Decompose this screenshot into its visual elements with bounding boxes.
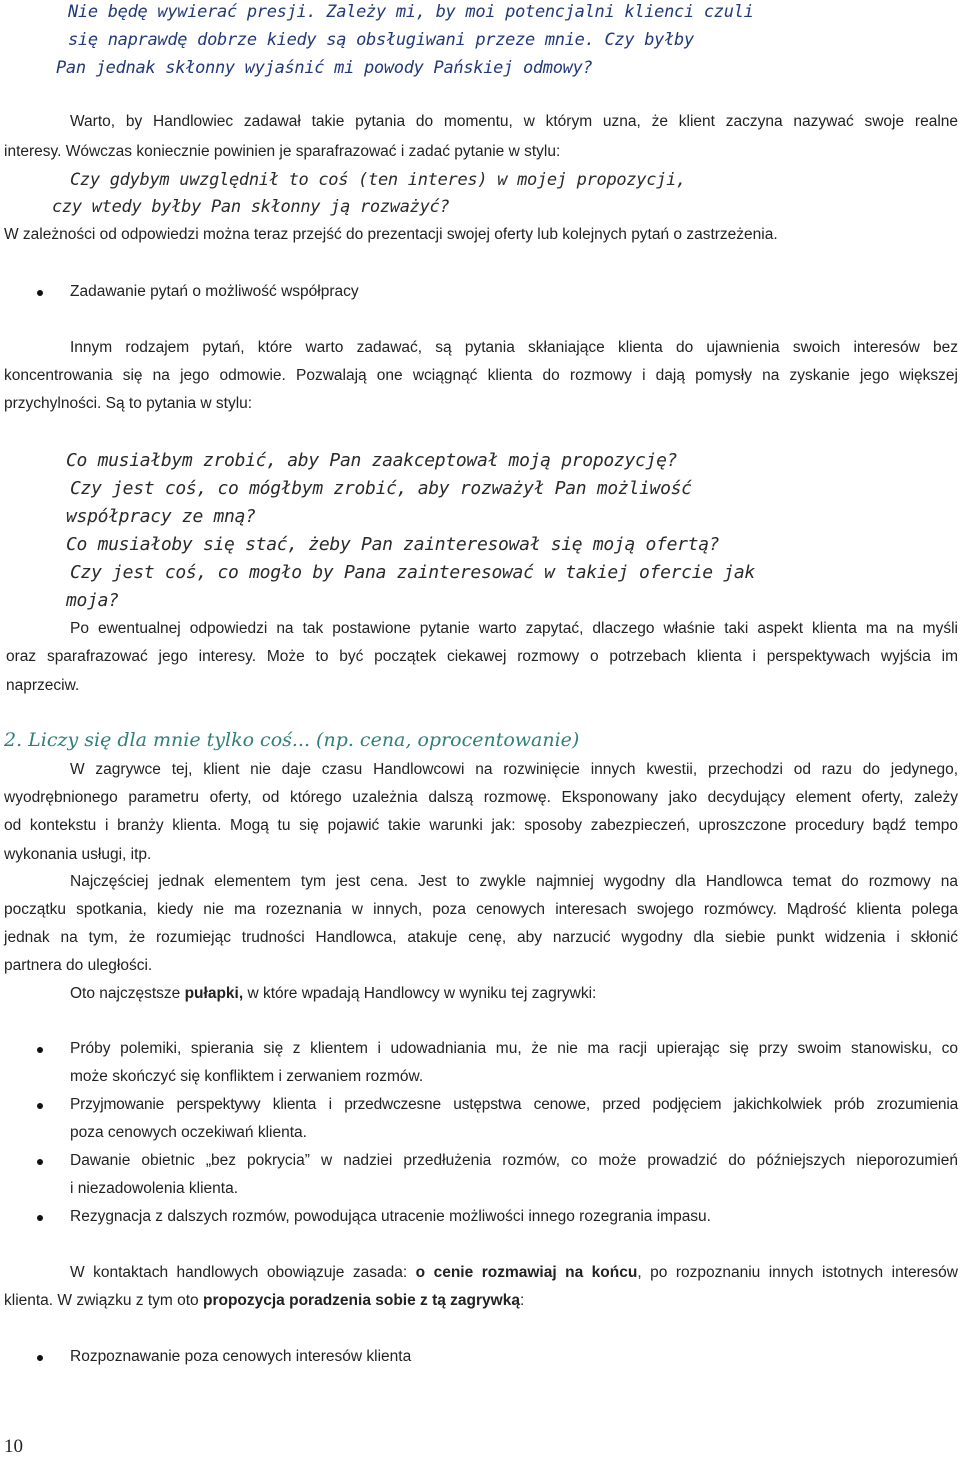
paragraph-line: Innym rodzajem pytań, które warto zadawać, są pytania skłaniające klienta do ujawnienia swoich interesów bez <box>70 339 958 356</box>
paragraph-line: partnera do uległości. <box>4 957 153 974</box>
bullet-icon <box>37 1159 43 1165</box>
quote-line: Pan jednak skłonny wyjaśnić mi powody Pańskiej odmowy? <box>56 58 593 78</box>
text-run: , po rozpoznaniu innych istotnych interesów <box>637 1264 958 1281</box>
bullet-item-label: Rozpoznawanie poza cenowych interesów klienta <box>70 1348 412 1365</box>
bullet-icon <box>37 1355 43 1361</box>
paragraph-line: oraz sparafrazować jego interesy. Może to być początek ciekawej rozmowy o potrzebach klienta i perspektywach wyjścia im <box>6 648 958 665</box>
list-item-line: i niezadowolenia klienta. <box>70 1180 239 1197</box>
paragraph-line <box>4 1292 524 1310</box>
bullet-item-label: Zadawanie pytań o możliwość współpracy <box>70 283 359 300</box>
list-item-line: Przyjmowanie perspektywy klienta i przedwczesne ustępstwa cenowe, przed podjęciem jakichkolwiek prób zrozumienia <box>70 1096 958 1113</box>
paragraph-line: W zależności od odpowiedzi można teraz przejść do prezentacji swojej oferty lub kolejnych pytań o zastrzeżenia. <box>4 226 778 243</box>
paragraph-line: naprzeciw. <box>6 677 80 694</box>
bold-text: o cenie rozmawiaj na końcu <box>415 1264 638 1281</box>
quote-line: Co musiałbym zrobić, aby Pan zaakceptował moją propozycję? <box>66 450 678 471</box>
quote-line: Czy jest coś, co mogło by Pana zainteresować w takiej ofercie jak <box>70 562 755 583</box>
paragraph-line: Po ewentualnej odpowiedzi na tak postawione pytanie warto zapytać, dlaczego właśnie taki aspekt klienta ma na myśli <box>70 620 958 637</box>
paragraph-line: koncentrowania się na jego odmowie. Pozwalają one wciągnąć klienta do rozmowy i dają pomysły na zyskanie jego większej <box>4 367 958 384</box>
page-number: 10 <box>4 1436 23 1457</box>
quote-line: się naprawdę dobrze kiedy są obsługiwani przeze mnie. Czy byłby <box>68 30 694 50</box>
quote-line: Co musiałoby się stać, żeby Pan zainteresował się moją ofertą? <box>66 534 720 555</box>
text-run: W kontaktach handlowych obowiązuje zasada: <box>70 1264 416 1281</box>
bold-text: pułapki, <box>184 985 244 1002</box>
paragraph-line: od kontekstu i branży klienta. Mogą tu się pojawić takie warunki jak: sposoby zabezpieczeń, uproszczone procedury bądź tempo <box>4 817 958 834</box>
bullet-icon <box>37 1215 43 1221</box>
list-item-line: Rezygnacja z dalszych rozmów, powodująca utracenie możliwości innego rozegrania impasu. <box>70 1208 711 1225</box>
bullet-icon <box>37 290 43 296</box>
quote-line: Czy gdybym uwzględnił to coś (ten interes) w mojej propozycji, <box>70 170 686 190</box>
paragraph-line: wyodrębnionego parametru oferty, od którego uzależnia dalszą rozmowę. Eksponowany jako decydujący element oferty, zależy <box>4 789 958 806</box>
text-run: klienta. W związku z tym oto <box>4 1292 203 1309</box>
quote-line: Nie będę wywierać presji. Zależy mi, by moi potencjalni klienci czuli <box>68 2 754 22</box>
text-run: w które wpadają Handlowcy w wyniku tej zagrywki: <box>243 985 597 1002</box>
text-run: : <box>519 1292 525 1309</box>
list-item-line: poza cenowych oczekiwań klienta. <box>70 1124 307 1141</box>
bullet-icon <box>37 1103 43 1109</box>
list-item-line: Dawanie obietnic „bez pokrycia” w nadziei przedłużenia rozmów, co może prowadzić do późniejszych nieporozumień <box>70 1152 958 1169</box>
bullet-icon <box>37 1047 43 1053</box>
paragraph-line: wykonania usługi, itp. <box>4 846 152 863</box>
paragraph-line: przychylności. Są to pytania w stylu: <box>4 395 253 412</box>
paragraph-line <box>70 1264 958 1282</box>
list-item-line: może skończyć się konfliktem i zerwaniem rozmów. <box>70 1068 424 1085</box>
paragraph-line <box>70 985 596 1003</box>
section-heading: 2. Liczy się dla mnie tylko coś... (np. cena, oprocentowanie) <box>4 729 580 751</box>
paragraph-line: interesy. Wówczas koniecznie powinien je sparafrazować i zadać pytanie w stylu: <box>4 143 561 160</box>
quote-line: współpracy ze mną? <box>66 506 256 527</box>
paragraph-line: jednak na tym, że rozumiejąc trudności Handlowca, atakuje cenę, aby narzucić wygodny dla siebie punkt widzenia i skłonić <box>4 929 958 946</box>
paragraph-line: początku spotkania, kiedy nie ma rozeznania w innych, poza cenowych interesach swojego rozmówcy. Mądrość klienta polega <box>4 901 958 918</box>
quote-line: moja? <box>66 590 119 611</box>
text-run: Oto najczęstsze <box>70 985 185 1002</box>
paragraph-line: Warto, by Handlowiec zadawał takie pytania do momentu, w którym uzna, że klient zaczyna nazywać swoje realne <box>70 113 958 130</box>
quote-line: czy wtedy byłby Pan skłonny ją rozważyć? <box>52 197 450 217</box>
bold-text: propozycja poradzenia sobie z tą zagrywką <box>202 1292 520 1309</box>
quote-line: Czy jest coś, co mógłbym zrobić, aby rozważył Pan możliwość <box>70 478 692 499</box>
list-item-line: Próby polemiki, spierania się z klientem i udowadniania mu, że nie ma racji upierając się przy swoim stanowisku, co <box>70 1040 958 1057</box>
paragraph-line: Najczęściej jednak elementem tym jest cena. Jest to zwykle najmniej wygodny dla Handlowca temat do rozmowy na <box>70 873 958 890</box>
paragraph-line: W zagrywce tej, klient nie daje czasu Handlowcowi na rozwinięcie innych kwestii, przechodzi od razu do jedynego, <box>70 761 958 778</box>
